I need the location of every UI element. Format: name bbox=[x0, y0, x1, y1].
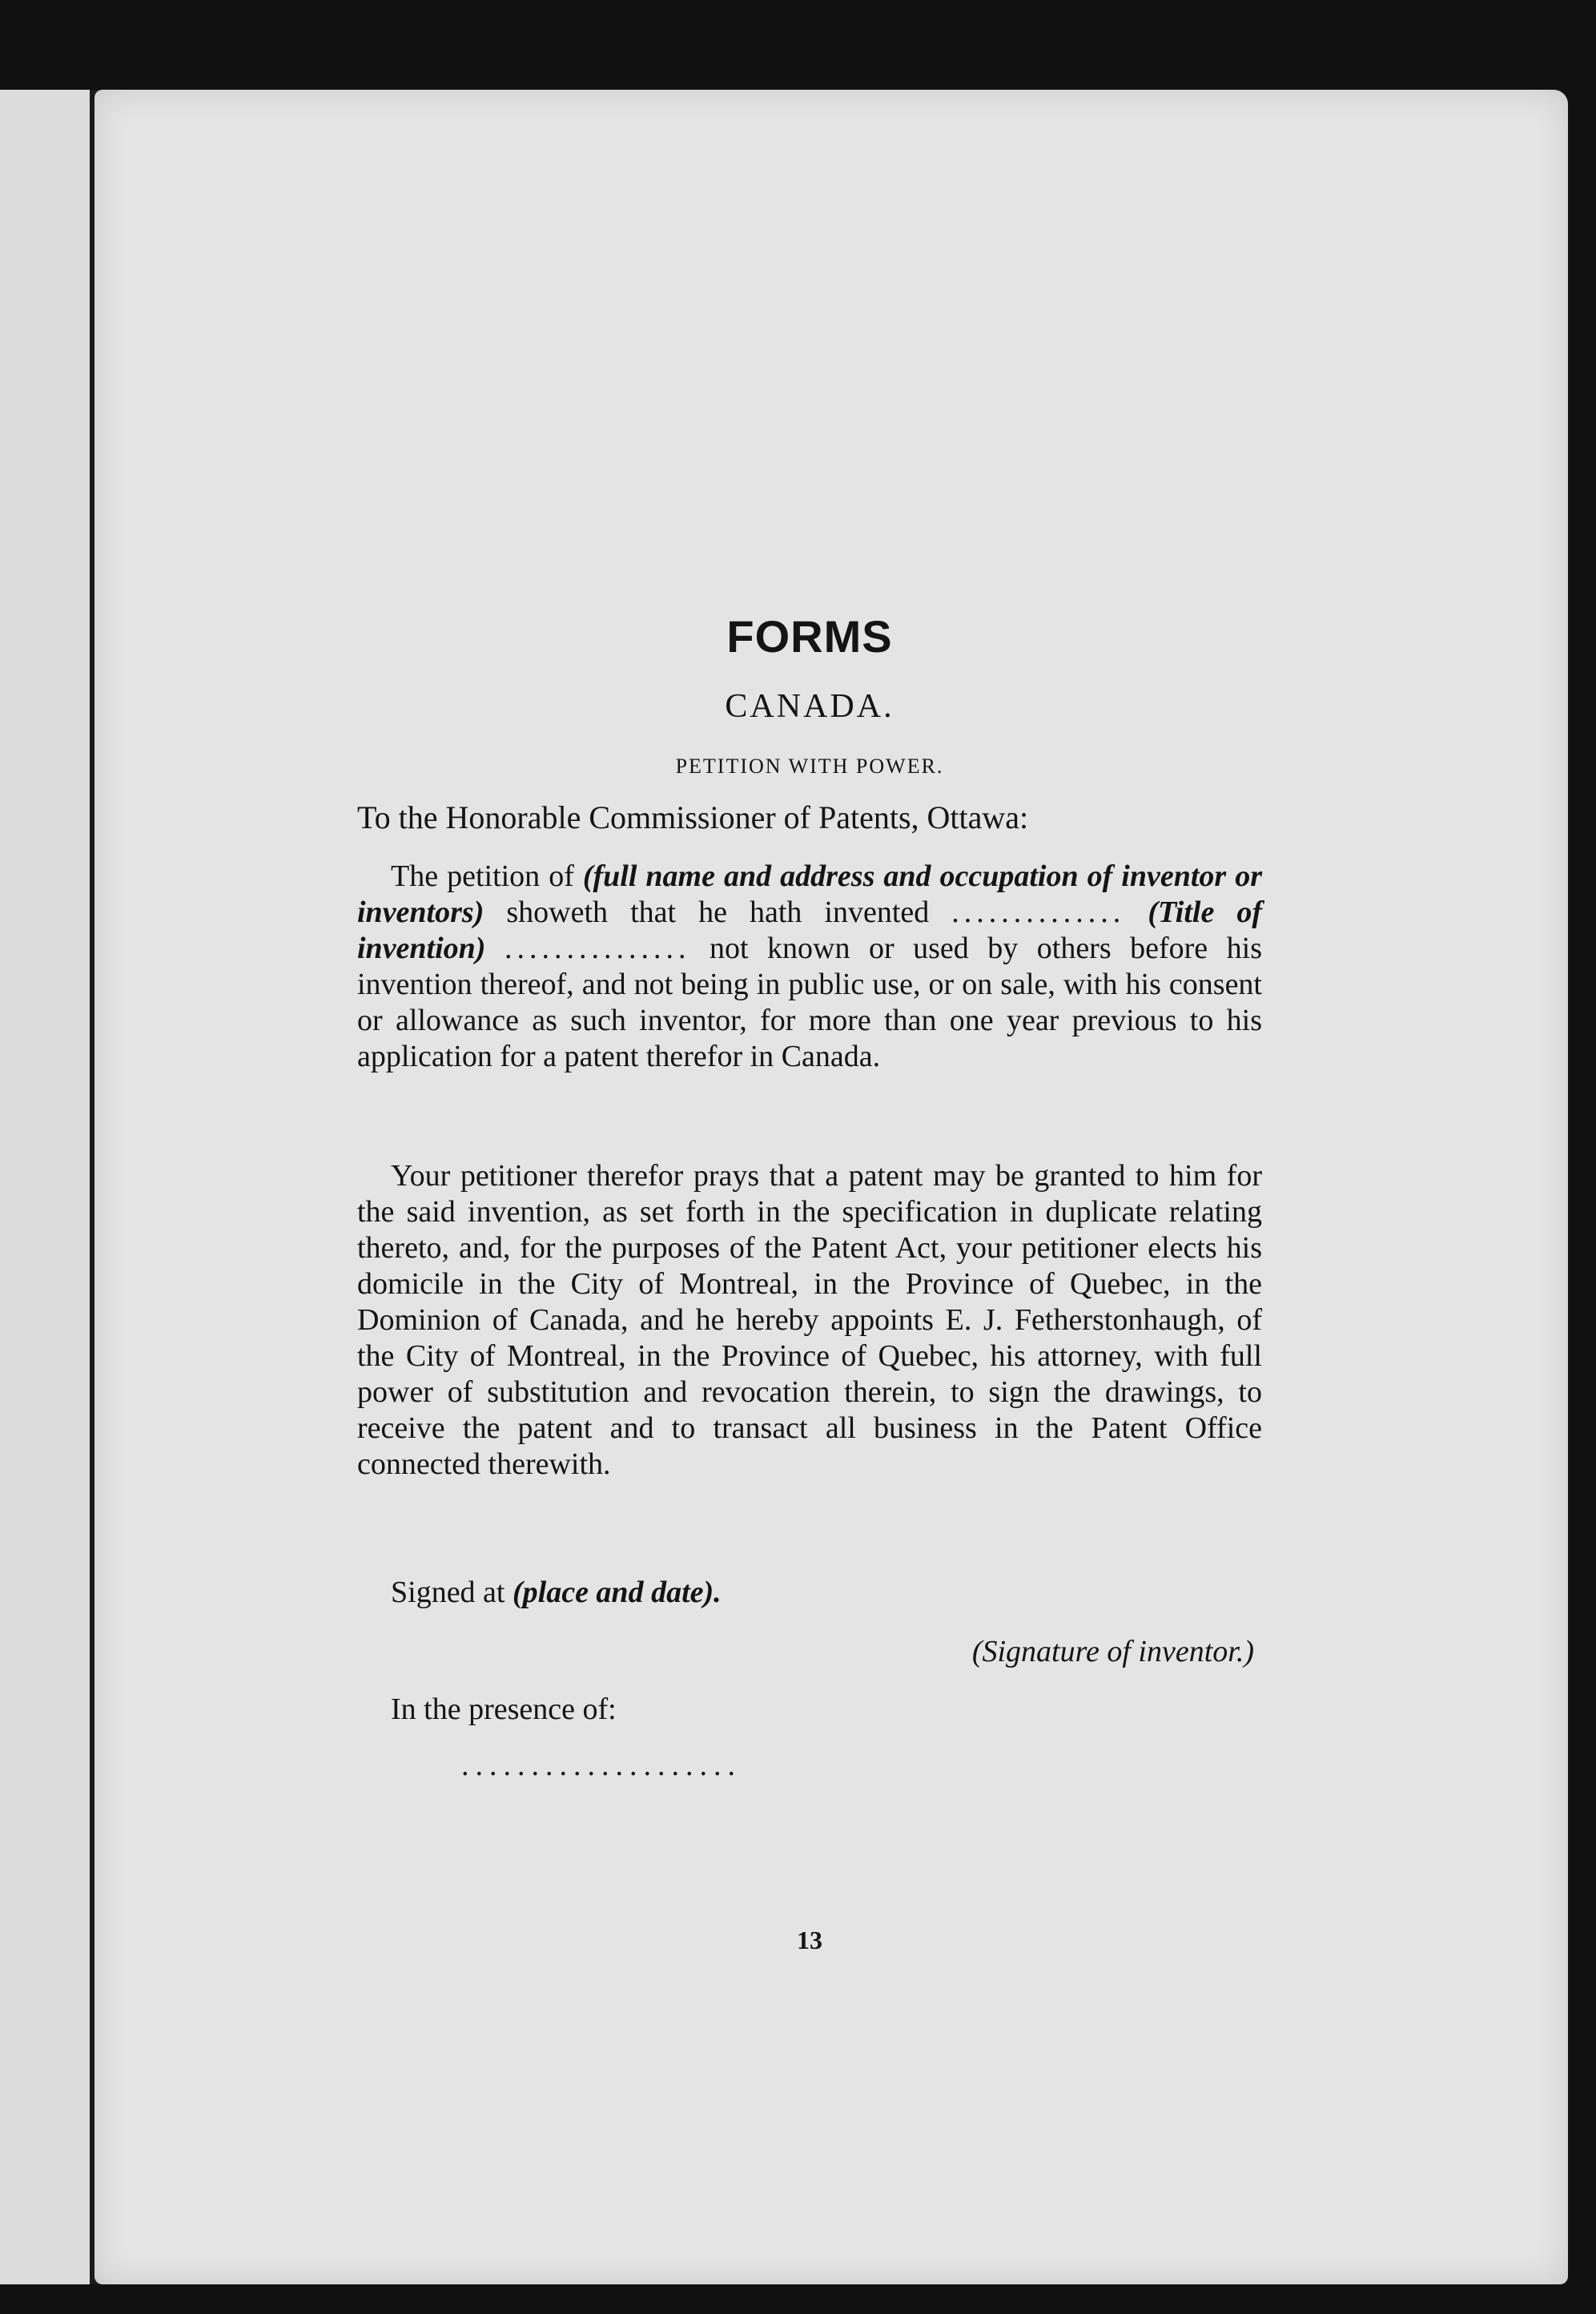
p1-dots-right: ............... bbox=[504, 932, 691, 965]
p1-name-placeholder: (full name and address and occupation of inventor or inventors) bbox=[357, 859, 1262, 929]
signed-line bbox=[391, 1575, 722, 1610]
p1-rest: not known or used by others before his invention thereof, and not being in public use, or on sale, with his consent or allowance as such inventor, for more than one year previous to his application for a patent therefor in Canada. bbox=[357, 932, 1263, 1073]
country-heading: CANADA. bbox=[725, 688, 894, 725]
facing-page-edge bbox=[0, 90, 90, 2284]
signed-place-placeholder: (place and date). bbox=[512, 1576, 722, 1609]
presence-label: In the presence of: bbox=[391, 1692, 617, 1726]
p1-intro: The petition of bbox=[391, 859, 583, 893]
p1-invented: showeth that he hath invented bbox=[484, 895, 952, 929]
prayer-paragraph: Your petitioner therefor prays that a patent may be granted to him for the said invention, as set forth in the specification in duplicate relating thereto, and, for the purposes of the Patent Act, your petitioner elects his domicile in the City of Montreal, in the Province of Quebec, in the Dominion of Canada, and he hereby appoints E. J. Fetherstonhaugh, of the City of Montreal, in the Province of Quebec, his attorney, with full power of substitution and revocation therein, to sign the drawings, to receive the patent and to transact all business in the Patent Office connected therewith. bbox=[357, 1159, 1262, 1481]
page-heading: FORMS bbox=[726, 611, 893, 662]
text-column bbox=[357, 0, 1262, 2314]
page-number: 13 bbox=[797, 1926, 822, 1954]
signed-label: Signed at bbox=[391, 1576, 513, 1609]
p1-title-placeholder: (Title of invention) bbox=[357, 895, 1262, 965]
petition-paragraph bbox=[357, 859, 1262, 1075]
witness-dots: .................... bbox=[461, 1749, 742, 1782]
signature-line: (Signature of inventor.) bbox=[971, 1635, 1254, 1668]
salutation: To the Honorable Commissioner of Patents, Ottawa: bbox=[357, 799, 1029, 835]
p1-dots-left: .............. bbox=[951, 895, 1126, 929]
form-subtitle: PETITION WITH POWER. bbox=[675, 755, 944, 778]
